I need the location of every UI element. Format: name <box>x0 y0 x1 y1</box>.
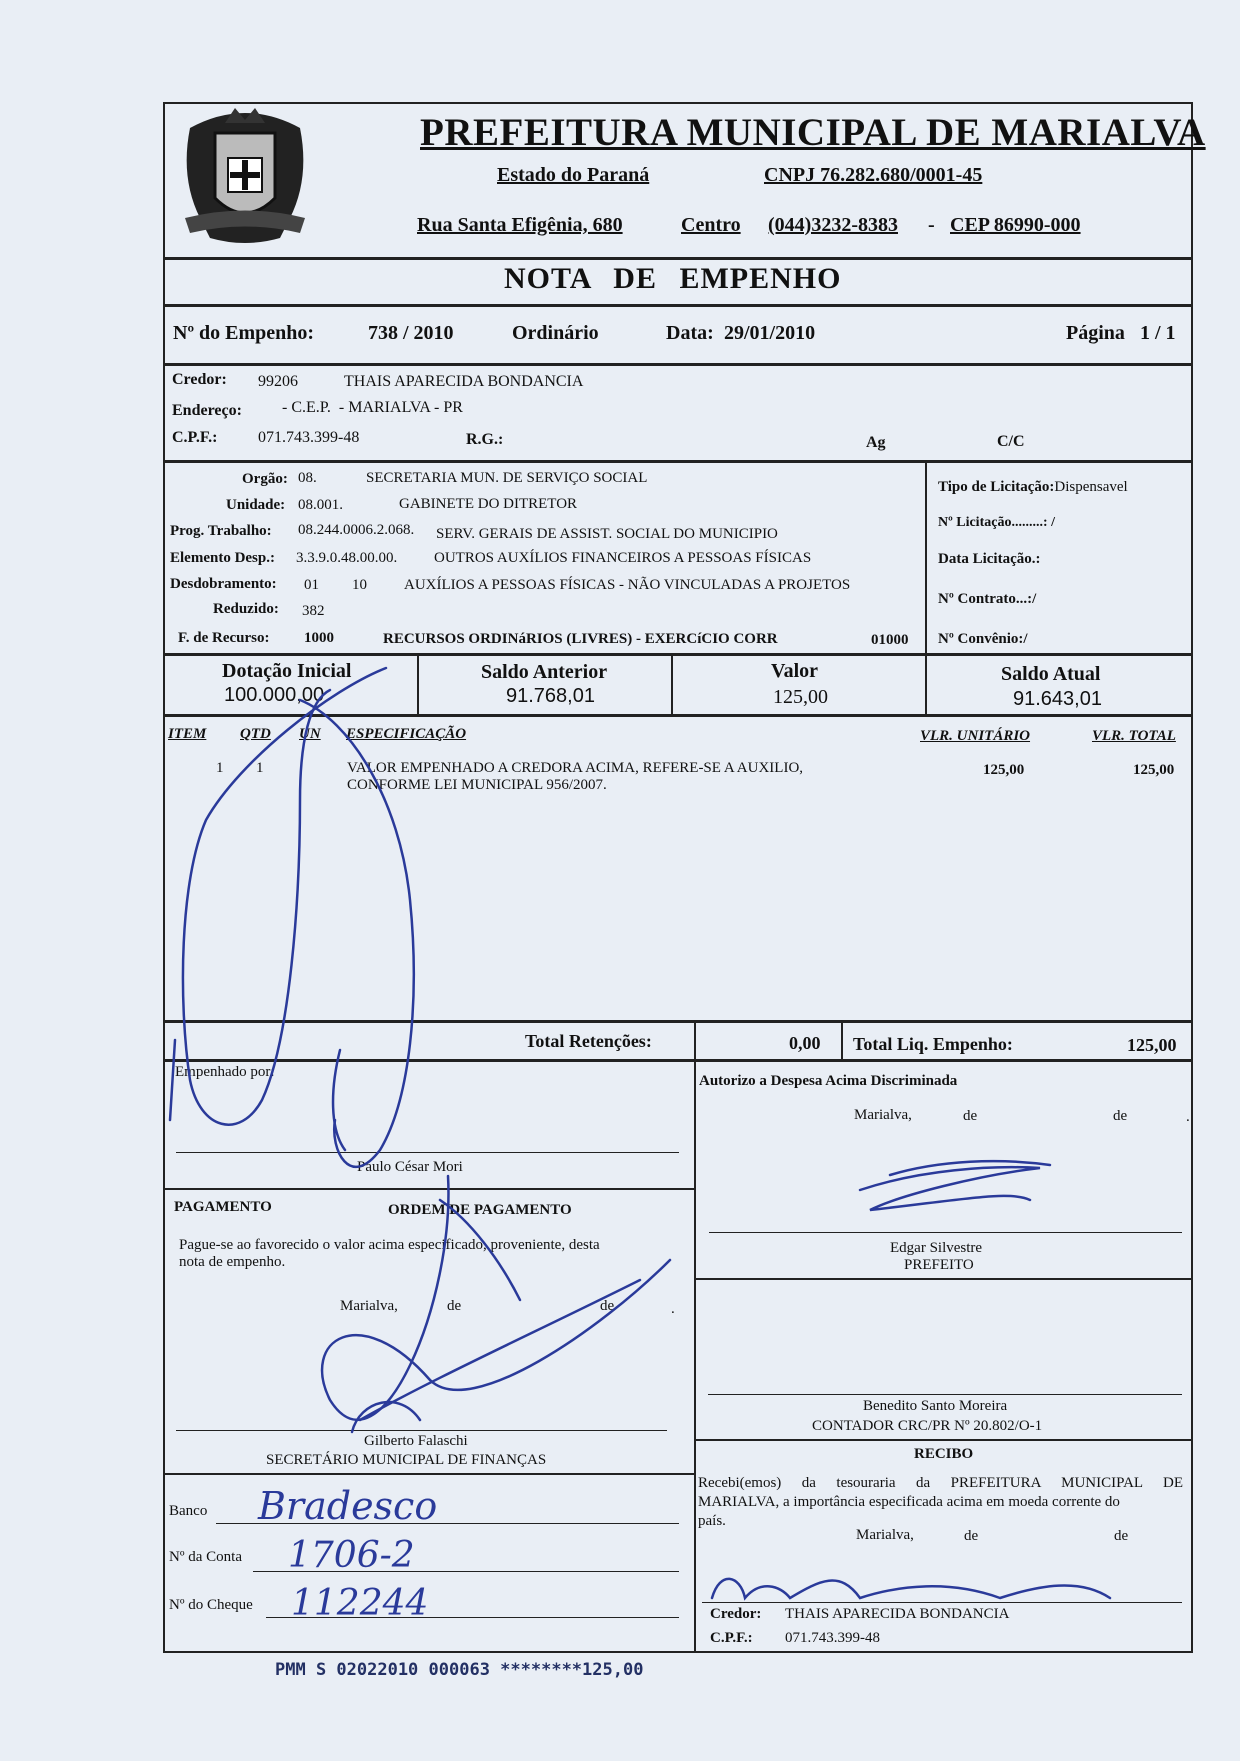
licitacao-convenio: Nº Convênio:/ <box>938 631 1028 647</box>
header-separator: - <box>928 214 935 236</box>
col-header-especificacao: ESPECIFICAÇÃO <box>346 726 467 742</box>
saldo-anterior-value: 91.768,01 <box>506 685 595 707</box>
pagamento-role: SECRETÁRIO MUNICIPAL DE FINANÇAS <box>266 1452 547 1468</box>
pagamento-label: PAGAMENTO <box>174 1199 272 1215</box>
recibo-text-line3: país. <box>698 1513 726 1529</box>
recibo-top-line <box>694 1439 1193 1441</box>
prog-value: SERV. GERAIS DE ASSIST. SOCIAL DO MUNICIPIO <box>436 526 778 542</box>
prog-label: Prog. Trabalho: <box>170 523 272 539</box>
pagamento-city: Marialva, <box>340 1298 398 1314</box>
cheque-label: Nº do Cheque <box>169 1597 253 1613</box>
cheque-handwritten: 112244 <box>291 1583 429 1624</box>
row-qtd: 1 <box>256 760 264 776</box>
col-header-qtd: QTD <box>240 726 271 742</box>
unidade-value: GABINETE DO DITRETOR <box>399 496 578 512</box>
autorizo-de1: de <box>963 1108 978 1124</box>
banco-line <box>216 1523 679 1524</box>
contador-signature-line <box>708 1394 1182 1395</box>
bottom-divider <box>694 1060 696 1653</box>
col-header-vlr-unitario: VLR. UNITÁRIO <box>920 728 1031 744</box>
recibo-cpf-label: C.P.F.: <box>710 1630 753 1646</box>
recibo-credor-label: Credor: <box>710 1606 762 1622</box>
licitacao-contrato: Nº Contrato...:/ <box>938 591 1037 607</box>
dotacao-inicial-label: Dotação Inicial <box>222 660 352 682</box>
desdobramento-label: Desdobramento: <box>170 576 277 592</box>
credor-label: Credor: <box>172 371 227 388</box>
totals-divider-2 <box>841 1021 843 1061</box>
recurso-label: F. de Recurso: <box>178 630 270 646</box>
desdobramento-value: AUXÍLIOS A PESSOAS FÍSICAS - NÃO VINCULADAS A PROJETOS <box>404 577 851 593</box>
reduzido-label: Reduzido: <box>213 601 279 617</box>
footer-stamp: PMM S 02022010 000063 ********125,00 <box>275 1660 644 1680</box>
valor-value: 125,00 <box>773 686 828 708</box>
liquido-value: 125,00 <box>1127 1035 1177 1055</box>
bottom-box <box>163 1060 1193 1653</box>
pagamento-signer: Gilberto Falaschi <box>364 1433 468 1449</box>
autorizo-city: Marialva, <box>854 1107 912 1123</box>
contador-name: Benedito Santo Moreira <box>863 1398 1008 1414</box>
banco-top-line <box>163 1473 695 1475</box>
pagamento-top-line <box>163 1188 695 1190</box>
liquido-label: Total Liq. Empenho: <box>853 1034 1013 1054</box>
licitacao-tipo-value: Dispensavel <box>1054 479 1128 495</box>
header-state: Estado do Paraná <box>497 164 650 186</box>
saldos-divider-3 <box>925 654 927 716</box>
page-label: Página <box>1066 322 1125 344</box>
desdobramento-a: 01 <box>304 577 319 593</box>
row-desc-line2: CONFORME LEI MUNICIPAL 956/2007. <box>347 777 607 793</box>
saldo-atual-label: Saldo Atual <box>1001 663 1101 685</box>
autorizo-de2: de <box>1113 1108 1128 1124</box>
autorizo-role: PREFEITO <box>904 1257 974 1273</box>
credor-code: 99206 <box>258 373 298 390</box>
row-desc-line1: VALOR EMPENHADO A CREDORA ACIMA, REFERE-SE A AUXILIO, <box>347 760 804 776</box>
header-phone: (044)3232-8383 <box>768 214 898 236</box>
autorizo-label: Autorizo a Despesa Acima Discriminada <box>699 1073 958 1089</box>
empenho-number-label: Nº do Empenho: <box>173 322 315 344</box>
rg-label: R.G.: <box>466 431 504 448</box>
retencoes-value: 0,00 <box>789 1033 821 1053</box>
empenho-type: Ordinário <box>512 322 599 344</box>
empenho-date: 29/01/2010 <box>724 322 816 344</box>
recibo-de1: de <box>964 1528 979 1544</box>
elemento-label: Elemento Desp.: <box>170 550 275 566</box>
pagamento-text-line1: Pague-se ao favorecido o valor acima especificado, proveniente, desta <box>179 1237 600 1253</box>
pagamento-text-line2: nota de empenho. <box>179 1254 286 1270</box>
saldo-atual-value: 91.643,01 <box>1013 688 1102 710</box>
retencoes-label: Total Retenções: <box>525 1031 652 1051</box>
prog-code: 08.244.0006.2.068. <box>298 522 415 538</box>
doc-title: NOTA DE EMPENHO <box>504 262 842 295</box>
banco-label: Banco <box>169 1503 208 1519</box>
recibo-cpf-value: 071.743.399-48 <box>785 1630 880 1646</box>
ag-label: Ag <box>866 434 886 451</box>
col-header-item: ITEM <box>168 726 207 742</box>
conta-label: Nº da Conta <box>169 1549 242 1565</box>
header-address: Rua Santa Efigênia, 680 <box>417 214 623 236</box>
recibo-text-line2: MARIALVA, a importância especificada acima em moeda corrente do <box>698 1494 1120 1510</box>
recibo-title: RECIBO <box>914 1446 974 1462</box>
totals-divider-1 <box>694 1021 696 1061</box>
licitacao-numero: Nº Licitação.........: / <box>938 515 1055 530</box>
recurso-value: RECURSOS ORDINáRIOS (LIVRES) - EXERCíCIO CORR <box>383 631 778 647</box>
saldo-anterior-label: Saldo Anterior <box>481 661 608 683</box>
autorizo-dot: . <box>1186 1109 1190 1125</box>
recibo-signature-line <box>702 1602 1182 1603</box>
dotacao-inicial-value: 100.000,00 <box>224 684 325 706</box>
recibo-de2: de <box>1114 1528 1129 1544</box>
page-number: 1 / 1 <box>1140 322 1176 344</box>
saldos-divider-2 <box>671 654 673 716</box>
header-cep: CEP 86990-000 <box>950 214 1081 236</box>
pagamento-dot: . <box>671 1301 675 1317</box>
unidade-label: Unidade: <box>226 497 286 513</box>
reduzido-value: 382 <box>302 603 325 619</box>
empenhado-label: Empenhado por: <box>175 1064 275 1080</box>
elemento-code: 3.3.9.0.48.00.00. <box>296 550 398 566</box>
recibo-city: Marialva, <box>856 1527 914 1543</box>
orgao-code: 08. <box>298 470 317 486</box>
recibo-text-line1: Recebi(emos) da tesouraria da PREFEITURA MUNICIPAL DE <box>698 1475 1183 1491</box>
ordem-pagamento: ORDEM DE PAGAMENTO <box>388 1202 572 1218</box>
saldos-divider-1 <box>417 654 419 716</box>
valor-label: Valor <box>771 660 819 682</box>
elemento-value: OUTROS AUXÍLIOS FINANCEIROS A PESSOAS FÍSICAS <box>434 550 812 566</box>
pagamento-de2: de <box>600 1298 615 1314</box>
cpf-value: 071.743.399-48 <box>258 429 360 446</box>
header-title: PREFEITURA MUNICIPAL DE MARIALVA <box>420 111 1206 154</box>
pagamento-de1: de <box>447 1298 462 1314</box>
totals-box <box>163 1021 1193 1061</box>
contador-role: CONTADOR CRC/PR Nº 20.802/O-1 <box>812 1418 1043 1434</box>
conta-line <box>253 1571 679 1572</box>
cheque-line <box>266 1617 679 1618</box>
orgao-label: Orgão: <box>242 471 288 487</box>
autorizo-signer: Edgar Silvestre <box>890 1240 983 1256</box>
licitacao-tipo-label: Tipo de Licitação:Dispensavel <box>938 479 1128 495</box>
row-unit-value: 125,00 <box>983 762 1025 778</box>
pagamento-signature-line <box>176 1430 667 1431</box>
cc-label: C/C <box>997 433 1025 450</box>
licitacao-data: Data Licitação.: <box>938 551 1041 567</box>
row-total-value: 125,00 <box>1133 762 1175 778</box>
col-header-un: UN <box>299 726 321 742</box>
header-district: Centro <box>681 214 741 236</box>
autorizo-signature-line <box>709 1232 1182 1233</box>
empenhado-name: Paulo César Mori <box>357 1159 463 1175</box>
empenho-date-label: Data: <box>666 322 714 344</box>
credor-name: THAIS APARECIDA BONDANCIA <box>344 373 584 390</box>
empenhado-signature-line <box>176 1152 679 1153</box>
coat-of-arms-logo <box>170 88 320 253</box>
endereco-value: - C.E.P. - MARIALVA - PR <box>282 399 463 416</box>
dotacao-divider <box>925 461 927 655</box>
endereco-label: Endereço: <box>172 402 242 419</box>
unidade-code: 08.001. <box>298 497 343 513</box>
banco-handwritten: Bradesco <box>258 1484 438 1528</box>
cpf-label: C.P.F.: <box>172 429 218 446</box>
conta-handwritten: 1706-2 <box>288 1535 415 1576</box>
orgao-value: SECRETARIA MUN. DE SERVIÇO SOCIAL <box>366 470 648 486</box>
empenho-number: 738 / 2010 <box>368 322 454 344</box>
col-header-vlr-total: VLR. TOTAL <box>1092 728 1176 744</box>
contador-top-line <box>694 1278 1193 1280</box>
recibo-credor-value: THAIS APARECIDA BONDANCIA <box>785 1606 1010 1622</box>
recurso-code: 1000 <box>304 630 334 646</box>
desdobramento-b: 10 <box>352 577 367 593</box>
row-item: 1 <box>216 760 224 776</box>
header-cnpj: CNPJ 76.282.680/0001-45 <box>764 164 983 186</box>
recurso-code2: 01000 <box>871 632 909 648</box>
